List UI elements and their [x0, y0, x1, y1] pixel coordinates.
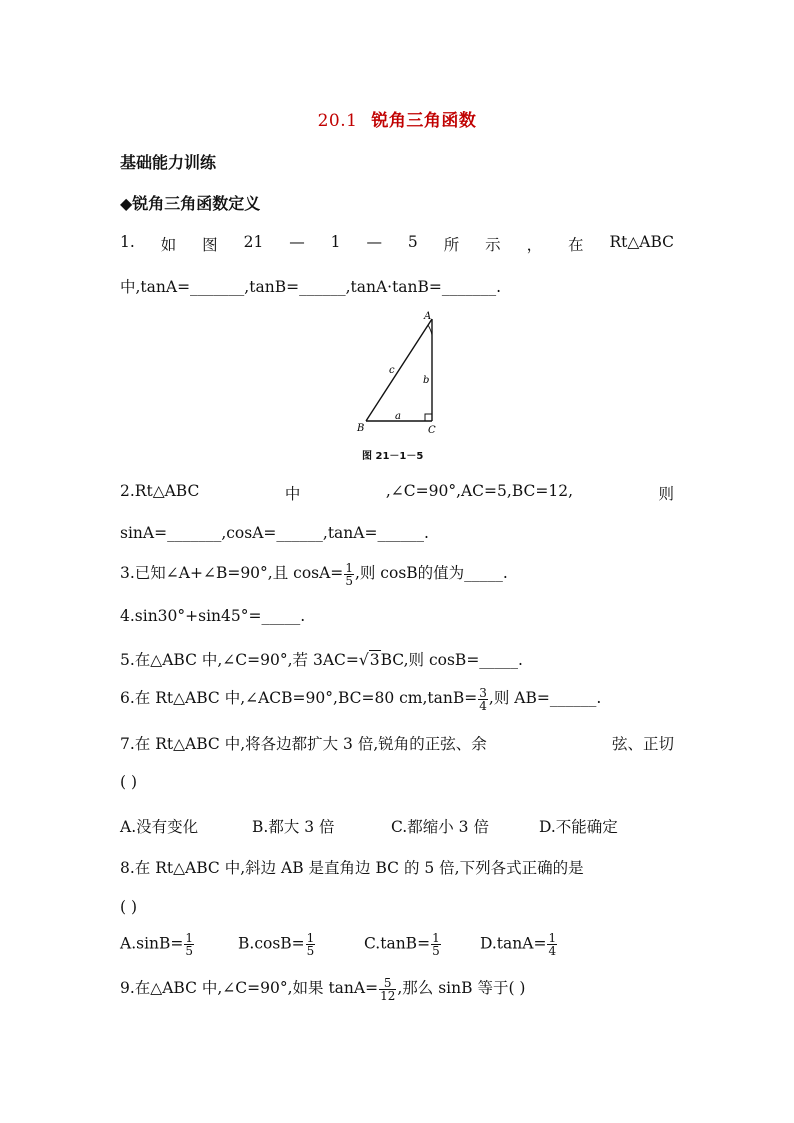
question-9: 9.在△ABC 中,∠C=90°,如果 tanA= $\frac{5}{12}$ ,那么 sinB 等于( ) [120, 975, 526, 1003]
label-B: B [357, 423, 365, 434]
question-7-line-1: 7.在 Rt△ABC 中,将各边都扩大 3 倍,锐角的正弦、余 弦、正切 [120, 735, 674, 753]
option-a: A.没有变化 [120, 818, 199, 836]
question-1-line-2: 中,tanA=_______,tanB=______,tanA·tanB=_______. [120, 278, 502, 296]
right-triangle-diagram [340, 305, 460, 445]
question-4: 4.sin30°+sin45°=_____. [120, 607, 306, 625]
option-c: C.都缩小 3 倍 [391, 818, 489, 836]
page-title [0, 106, 794, 131]
fraction: $\frac{1}{5}$ [345, 560, 353, 588]
title-text: 锐角三角函数 [371, 111, 477, 131]
label-b: b [423, 375, 430, 386]
section-heading: 基础能力训练 [120, 153, 217, 172]
option-c: C.tanB= $\frac{1}{5}$ [364, 931, 440, 958]
subsection-heading: ◆锐角三角函数定义 [120, 194, 261, 213]
question-2-line-2: sinA=_______,cosA=______,tanA=______. [120, 524, 429, 542]
question-1-line-1: 1. 如 图 21 — 1 — 5 所 示 ， 在 Rt△ABC [120, 233, 674, 254]
fraction: $\frac{3}{4}$ [479, 685, 487, 713]
question-8-line-2: ( ) [120, 898, 138, 916]
option-d: D.tanA= $\frac{1}{4}$ [480, 931, 557, 958]
question-8-line-1: 8.在 Rt△ABC 中,斜边 AB 是直角边 BC 的 5 倍,下列各式正确的是 [120, 859, 584, 877]
fraction: $\frac{5}{12}$ [380, 975, 396, 1003]
label-a: a [395, 411, 401, 422]
label-C: C [428, 425, 436, 436]
question-2-line-1: 2.Rt△ABC 中 ,∠C=90°,AC=5,BC=12, 则 [120, 482, 674, 503]
question-6: 6.在 Rt△ABC 中,∠ACB=90°,BC=80 cm,tanB= $\frac{3}{4}$ ,则 AB=______. [120, 685, 602, 713]
label-c: c [389, 365, 395, 376]
option-b: B.cosB= $\frac{1}{5}$ [238, 931, 315, 958]
side-c [366, 319, 432, 421]
triangle-figure [340, 305, 460, 467]
label-A: A [424, 311, 432, 322]
question-5: 5.在△ABC 中,∠C=90°,若 3AC=√3BC,则 cosB=_____. [120, 651, 523, 669]
option-b: B.都大 3 倍 [252, 818, 335, 836]
question-8-options [120, 932, 674, 957]
title-number: 20.1 [317, 111, 358, 131]
figure-caption: 图 21－1－5 [362, 451, 424, 462]
right-angle-mark [425, 414, 432, 421]
option-d: D.不能确定 [539, 818, 618, 836]
question-7-line-2: ( ) [120, 773, 138, 791]
question-3: 3.已知∠A+∠B=90°,且 cosA= $\frac{1}{5}$ ,则 cosB的值为_____. [120, 560, 508, 588]
question-7-options [120, 815, 674, 837]
option-a: A.sinB= $\frac{1}{5}$ [120, 931, 194, 958]
square-root: √3 [358, 651, 380, 669]
